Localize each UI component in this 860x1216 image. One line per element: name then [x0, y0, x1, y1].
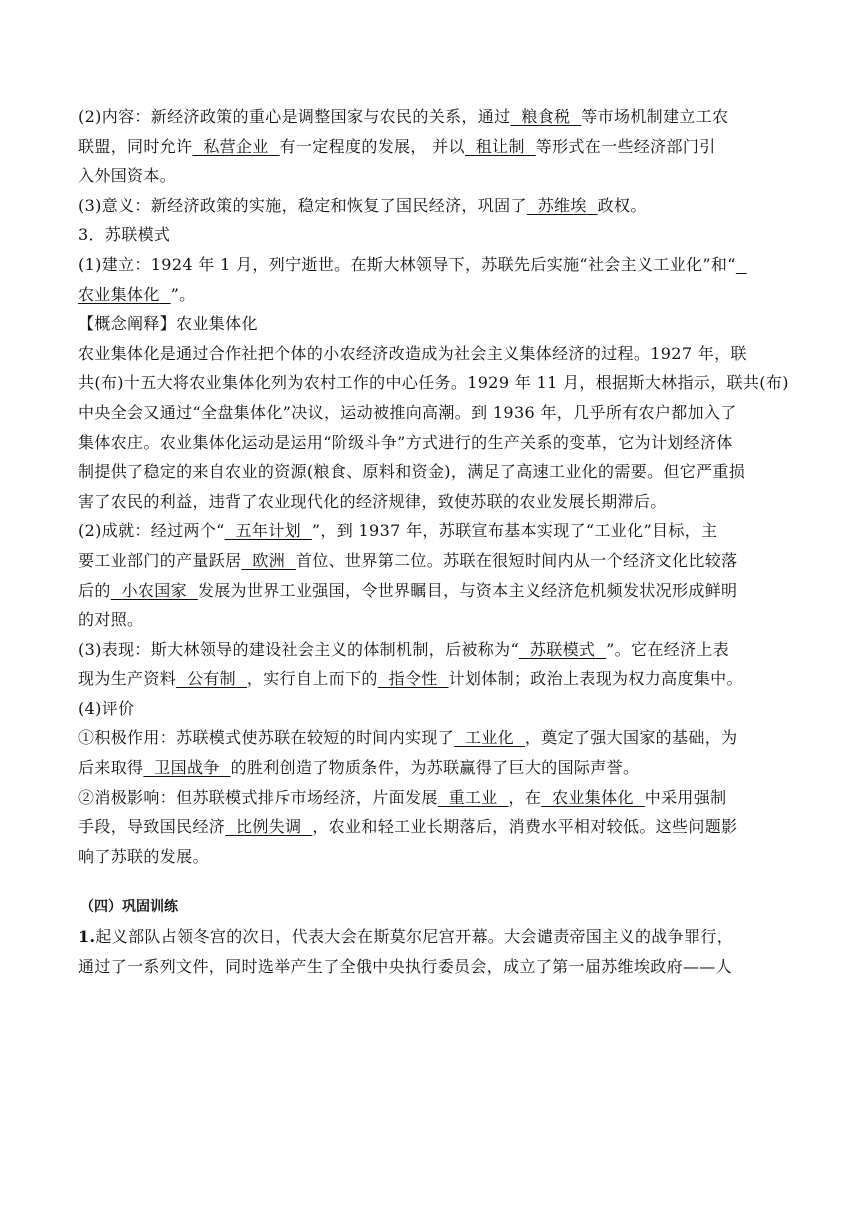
blank-answer: 比例失调: [236, 817, 302, 837]
text-line: [78, 132, 784, 162]
blank-answer: 农业集体化: [552, 787, 634, 807]
text-segment: 集体农庄。农业集体化运动是运用“阶级斗争”方式进行的生产关系的变革，它为计划经济体: [78, 432, 733, 452]
text-line: [78, 546, 784, 576]
section-heading: （四）巩固训练: [80, 899, 178, 916]
text-segment: 有一定程度的发展， 并以: [279, 136, 465, 156]
text-segment: 联盟，同时允许: [78, 136, 193, 156]
text-segment: ，实行自上而下的: [246, 669, 378, 689]
text-segment: (4)评价: [78, 698, 135, 718]
text-segment: 的对照。: [78, 610, 144, 630]
text-segment: 现为生产资料: [78, 669, 177, 689]
text-segment: ”。: [170, 284, 196, 304]
blank-answer: 欧洲: [252, 550, 286, 570]
text-line: [78, 309, 784, 339]
text-segment: 后的: [78, 580, 111, 600]
blank-answer: 工业化: [464, 728, 514, 748]
blank-answer: 苏联模式: [529, 639, 596, 659]
fill-in-blank: [736, 255, 747, 274]
text-line: [78, 220, 784, 250]
text-segment: 农业集体化是通过合作社把个体的小农经济改造成为社会主义集体经济的过程。1927 年，联: [78, 343, 747, 363]
text-segment: ，在: [508, 787, 542, 807]
fill-in-blank: [111, 581, 198, 600]
text-segment: ”，到 1937 年，苏联宣布基本实现了“工业化”目标，主: [311, 521, 718, 541]
text-segment: 共(布)十五大将农业集体化列为农村工作的中心任务。1929 年 11 月，根据斯大林指示，联共(布): [78, 373, 789, 393]
text-line: [78, 428, 784, 458]
text-line: [78, 664, 784, 694]
text-segment: 3．苏联模式: [78, 225, 171, 245]
text-segment: ②消极影响：但苏联模式排斥市场经济，片面发展: [78, 787, 438, 807]
text-line: [78, 576, 784, 606]
text-segment: 入外国资本。: [78, 166, 177, 186]
text-segment: 后来取得: [78, 758, 144, 778]
text-line: [78, 339, 784, 369]
text-segment: 政权。: [597, 195, 647, 215]
text-segment: 手段，导致国民经济: [78, 817, 226, 837]
text-line: [78, 191, 784, 221]
text-line: [78, 161, 784, 191]
text-line: [78, 812, 784, 842]
text-segment: ，农业和轻工业长期落后，消费水平相对较低。这些问题影: [312, 817, 738, 837]
text-segment: 计划体制；政治上表现为权力高度集中。: [448, 669, 743, 689]
text-segment: (3)表现：斯大林领导的建设社会主义的体制机制，后被称为“: [78, 639, 519, 659]
fill-in-blank: [192, 137, 279, 156]
text-line: [78, 605, 784, 635]
text-segment: 等市场机制建立工农: [581, 107, 729, 126]
text-segment: 首位、世界第二位。苏联在很短时间内从一个经济文化比较落: [295, 550, 738, 570]
text-segment: 制提供了稳定的来自农业的资源(粮食、原料和资金)，满足了高速工业化的需要。但它严重损: [78, 462, 746, 482]
document-page: [78, 102, 789, 982]
text-line: [78, 783, 784, 813]
text-line: [78, 280, 784, 310]
text-segment: 【概念阐释】农业集体化: [78, 314, 258, 334]
fill-in-blank: [519, 640, 606, 659]
question-number: 1.: [78, 927, 96, 947]
text-segment: 的胜利创造了物质条件，为苏联赢得了巨大的国际声誉。: [230, 758, 640, 778]
blank-answer: 农业集体化: [78, 284, 160, 304]
text-segment: ”。它在经济上表: [606, 639, 730, 659]
text-segment: (2)内容：新经济政策的重心是调整国家与农民的关系，通过: [78, 107, 511, 126]
fill-in-blank: [454, 728, 525, 747]
fill-in-blank: [541, 788, 645, 807]
blank-answer: 小农国家: [121, 580, 187, 600]
blank-answer: 指令性: [388, 669, 438, 689]
text-line: [78, 694, 784, 724]
question-line-2: 通过了一系列文件，同时选举产生了全俄中央执行委员会，成立了第一届苏维埃政府——人: [78, 957, 733, 977]
fill-in-blank: [378, 669, 449, 688]
text-line: [78, 457, 784, 487]
text-segment: 中采用强制: [644, 787, 727, 807]
text-line: [78, 842, 784, 872]
text-segment: 要工业部门的产量跃居: [78, 550, 242, 570]
fill-in-blank: [176, 669, 247, 688]
fill-in-blank: [225, 817, 312, 836]
text-line: [78, 368, 789, 398]
text-segment: 中央全会又通过“全盘集体化”决议，运动被推向高潮。到 1936 年，几乎所有农户都加入了: [78, 402, 737, 422]
text-line: [78, 635, 784, 665]
question-text: 起义部队占领冬宫的次日，代表大会在斯莫尔尼宫开幕。大会谴责帝国主义的战争罪行，: [95, 927, 734, 947]
blank-answer: 卫国战争: [154, 758, 220, 778]
text-line: [78, 250, 784, 280]
text-segment: (1)建立：1924 年 1 月，列宁逝世。在斯大林领导下，苏联先后实施“社会主义工业化”和“: [78, 254, 736, 274]
blank-answer: 公有制: [186, 669, 237, 689]
text-segment: ，奠定了强大国家的基础，为: [524, 728, 738, 748]
text-line: [78, 753, 784, 783]
text-segment: ①积极作用：苏联模式使苏联在较短的时间内实现了: [78, 728, 455, 748]
text-line: [78, 398, 784, 428]
text-line: [78, 516, 784, 546]
body-text: [78, 102, 789, 871]
fill-in-blank: [242, 551, 296, 570]
text-line: [78, 487, 784, 517]
fill-in-blank: [225, 521, 312, 540]
spacer: [78, 871, 784, 893]
blank-answer: 私营企业: [203, 136, 269, 156]
fill-in-blank: [438, 788, 509, 807]
fill-in-blank: [78, 285, 171, 304]
text-segment: (2)成就：经过两个“: [78, 521, 225, 541]
text-segment: (3)意义：新经济政策的实施，稳定和恢复了国民经济，巩固了: [78, 195, 527, 215]
text-segment: 发展为世界工业强国，令世界瞩目，与资本主义经济危机频发状况形成鲜明: [197, 580, 738, 600]
text-line: [78, 102, 784, 132]
blank-answer: 租让制: [475, 136, 525, 156]
fill-in-blank: [465, 137, 536, 156]
fill-in-blank: [143, 758, 230, 777]
blank-answer: 五年计划: [235, 521, 301, 541]
fill-in-blank: [510, 107, 581, 126]
text-segment: 等形式在一些经济部门引: [535, 136, 716, 156]
question-line-1: [78, 922, 784, 952]
fill-in-blank: [527, 196, 598, 215]
blank-answer: 粮食税: [521, 107, 571, 126]
blank-answer: 重工业: [448, 787, 498, 807]
blank-answer: 苏维埃: [537, 195, 587, 215]
text-line: [78, 723, 784, 753]
text-segment: 害了农民的利益，违背了农业现代化的经济规律，致使苏联的农业发展长期滞后。: [78, 491, 667, 511]
text-segment: 响了苏联的发展。: [78, 846, 209, 866]
